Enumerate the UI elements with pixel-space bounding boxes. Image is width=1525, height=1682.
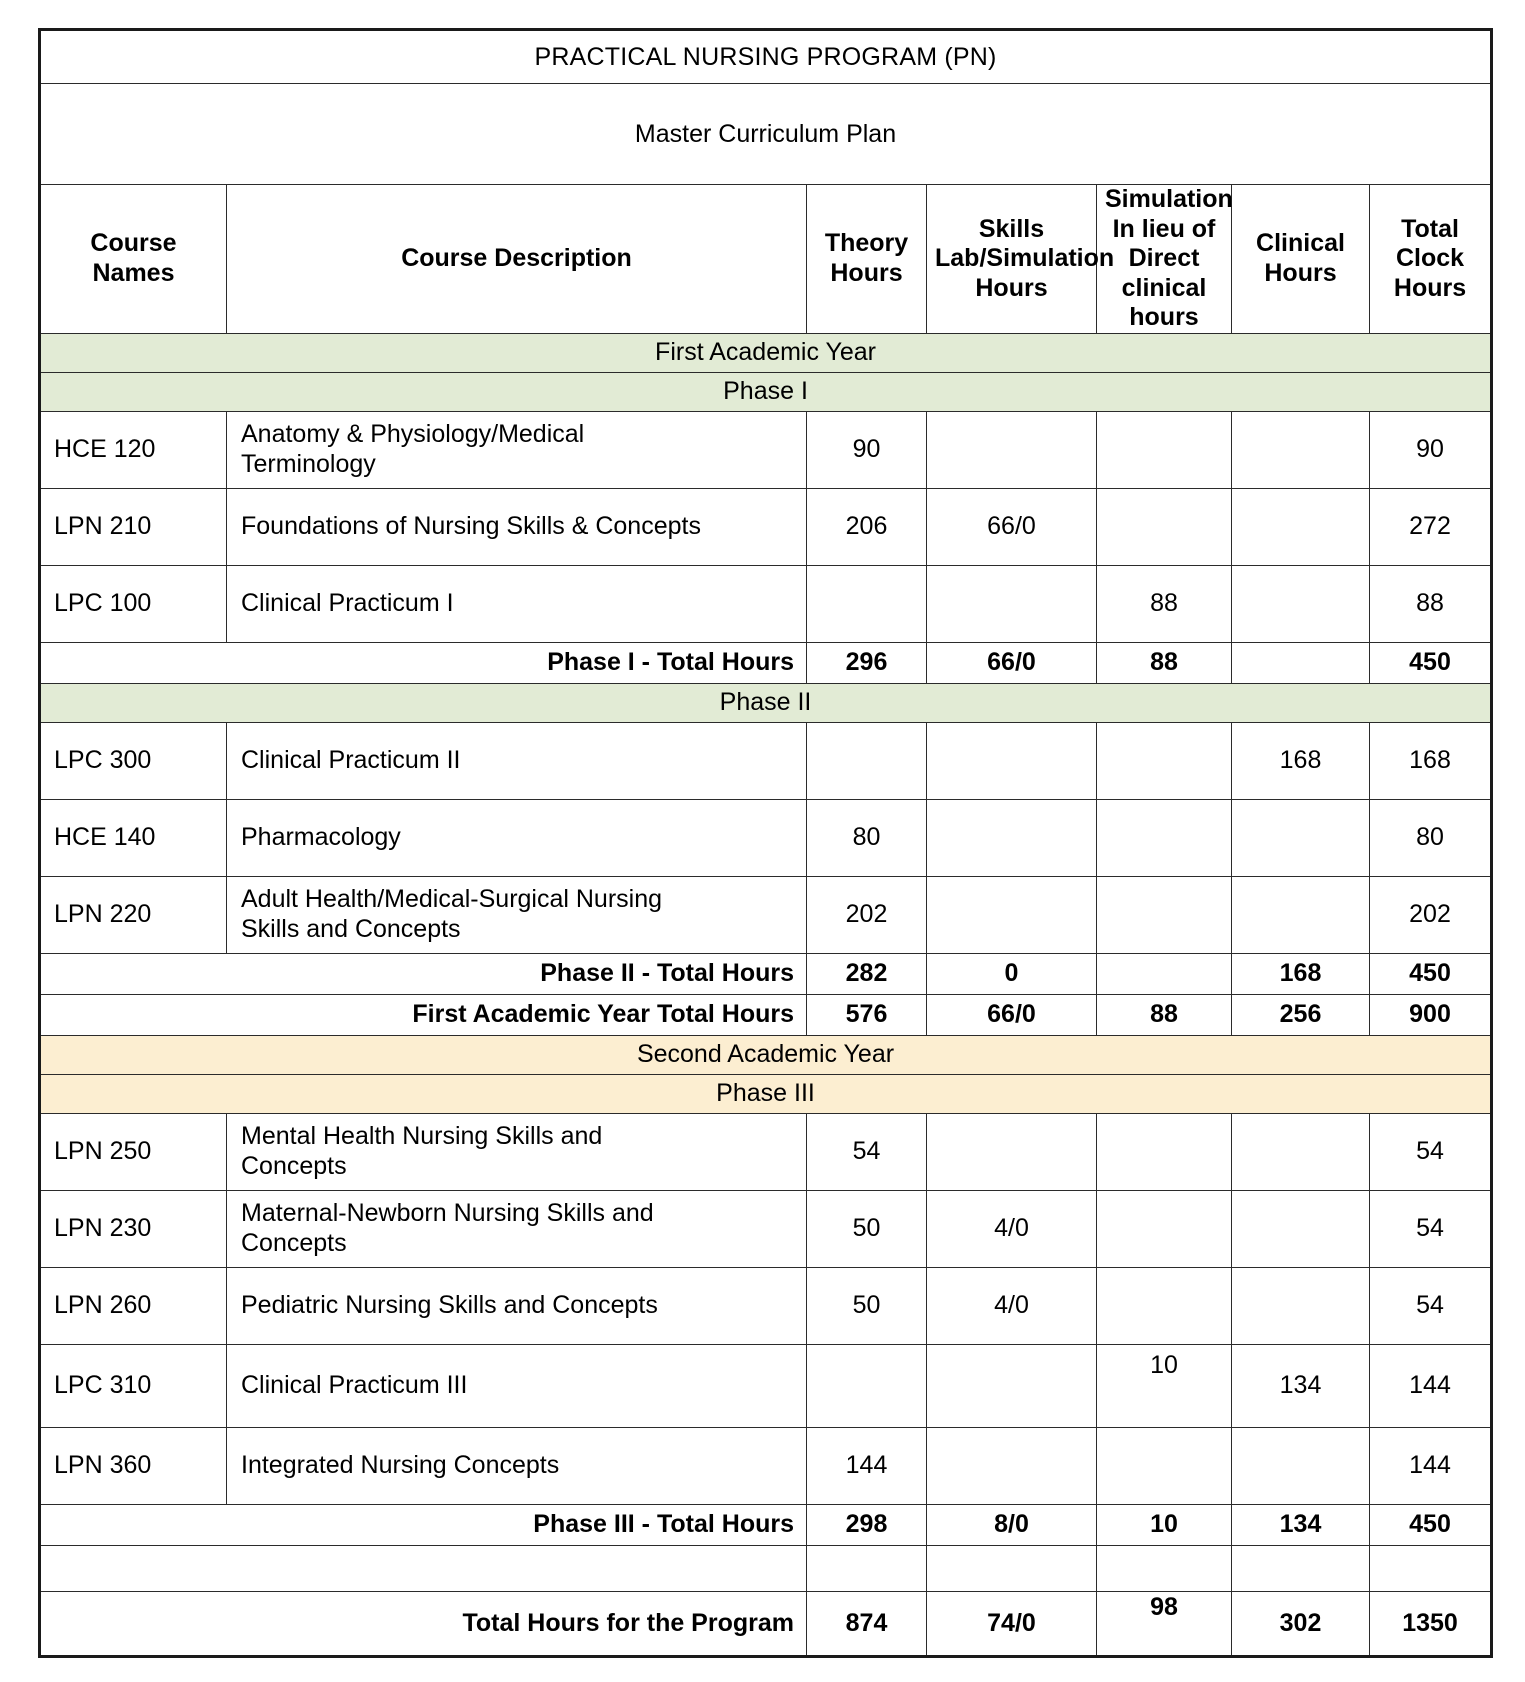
course-code: LPN 210 (40, 488, 227, 565)
table-row (40, 411, 1492, 488)
header-clinical-line2: Hours (1264, 258, 1337, 287)
clinical-hours-value (1232, 642, 1370, 683)
simulation-hours-value (1097, 876, 1232, 953)
simulation-hours-value: 88 (1097, 565, 1232, 642)
course-description: Pharmacology (227, 799, 807, 876)
banner-phase-3: Phase III (40, 1074, 1492, 1113)
table-row (40, 1267, 1492, 1344)
course-description-line2: Terminology (241, 449, 376, 478)
simulation-hours-value (1097, 1267, 1232, 1344)
total-clock-hours-value: 450 (1370, 953, 1492, 994)
theory-hours-value: 54 (807, 1113, 927, 1190)
table-row (40, 1344, 1492, 1427)
course-description-line1: Anatomy & Physiology/Medical (241, 420, 585, 448)
total-clock-hours-value: 144 (1370, 1427, 1492, 1504)
skills-hours-value (927, 722, 1097, 799)
clinical-hours-value (1232, 411, 1370, 488)
theory-hours-value: 282 (807, 953, 927, 994)
spacer-cell-clinical (1232, 1545, 1370, 1591)
header-theory-hours (807, 185, 927, 334)
clinical-hours-value: 256 (1232, 994, 1370, 1035)
course-description: Clinical Practicum I (227, 565, 807, 642)
banner-phase-1-row (40, 372, 1492, 411)
course-description (227, 411, 807, 488)
program-total-row (40, 1591, 1492, 1656)
simulation-hours-value: 88 (1097, 642, 1232, 683)
skills-hours-value (927, 876, 1097, 953)
simulation-hours-value (1097, 411, 1232, 488)
skills-hours-value: 8/0 (927, 1504, 1097, 1545)
course-code: LPN 220 (40, 876, 227, 953)
program-title-row (40, 30, 1492, 84)
header-clinical-line1: Clinical (1256, 229, 1345, 258)
theory-hours-value: 50 (807, 1267, 927, 1344)
total-clock-hours-value: 80 (1370, 799, 1492, 876)
total-clock-hours-value: 1350 (1370, 1591, 1492, 1656)
skills-hours-value: 66/0 (927, 488, 1097, 565)
theory-hours-value: 80 (807, 799, 927, 876)
clinical-hours-value (1232, 488, 1370, 565)
skills-hours-value (927, 411, 1097, 488)
simulation-hours-value (1097, 1113, 1232, 1190)
clinical-hours-value (1232, 876, 1370, 953)
header-clinical-hours (1232, 185, 1370, 334)
course-description-line2: Skills and Concepts (241, 914, 461, 943)
course-description (227, 876, 807, 953)
clinical-hours-value: 168 (1232, 722, 1370, 799)
header-sim-line4: clinical (1121, 273, 1207, 302)
phase-1-total-label: Phase I - Total Hours (40, 642, 807, 683)
course-description (227, 1190, 807, 1267)
table-row (40, 722, 1492, 799)
theory-hours-value: 90 (807, 411, 927, 488)
simulation-hours-value (1097, 799, 1232, 876)
course-description: Clinical Practicum II (227, 722, 807, 799)
banner-phase-1: Phase I (40, 372, 1492, 411)
clinical-hours-value: 134 (1232, 1344, 1370, 1427)
banner-first-academic-year: First Academic Year (40, 333, 1492, 372)
theory-hours-value: 206 (807, 488, 927, 565)
table-row (40, 1427, 1492, 1504)
header-total-line1: Total (1401, 214, 1459, 243)
header-course-names-line2: Names (92, 258, 175, 287)
skills-hours-value (927, 1113, 1097, 1190)
spacer-cell-left (40, 1545, 807, 1591)
total-clock-hours-value: 272 (1370, 488, 1492, 565)
clinical-hours-value (1232, 799, 1370, 876)
header-skills-line2: Lab/Simulation (935, 244, 1115, 272)
simulation-hours-value (1097, 1427, 1232, 1504)
header-skills-line3: Hours (975, 273, 1048, 302)
course-code: HCE 140 (40, 799, 227, 876)
theory-hours-value: 144 (807, 1427, 927, 1504)
theory-hours-value (807, 565, 927, 642)
table-row (40, 1113, 1492, 1190)
simulation-hours-value: 98 (1097, 1591, 1232, 1656)
course-code: LPN 230 (40, 1190, 227, 1267)
theory-hours-value (807, 722, 927, 799)
page-subtitle: Master Curriculum Plan (40, 84, 1492, 185)
course-description: Pediatric Nursing Skills and Concepts (227, 1267, 807, 1344)
subtitle-row (40, 84, 1492, 185)
table-row (40, 488, 1492, 565)
banner-second-academic-year-row (40, 1035, 1492, 1074)
spacer-cell-total (1370, 1545, 1492, 1591)
banner-phase-2-row (40, 683, 1492, 722)
course-description-line1: Adult Health/Medical-Surgical Nursing (241, 885, 663, 913)
course-description-line2: Concepts (241, 1151, 347, 1180)
theory-hours-value: 874 (807, 1591, 927, 1656)
table-row (40, 876, 1492, 953)
header-total-line3: Hours (1393, 273, 1467, 302)
header-sim-line5: hours (1129, 303, 1199, 331)
header-sim-line2: In lieu of (1112, 214, 1216, 243)
theory-hours-value: 202 (807, 876, 927, 953)
skills-hours-value: 66/0 (927, 642, 1097, 683)
table-row (40, 565, 1492, 642)
course-description-line2: Concepts (241, 1228, 347, 1257)
course-code: LPC 310 (40, 1344, 227, 1427)
header-sim-line3: Direct (1128, 244, 1200, 272)
total-clock-hours-value: 54 (1370, 1190, 1492, 1267)
clinical-hours-value (1232, 1267, 1370, 1344)
skills-hours-value (927, 565, 1097, 642)
clinical-hours-value (1232, 1113, 1370, 1190)
total-clock-hours-value: 54 (1370, 1267, 1492, 1344)
simulation-hours-value: 10 (1097, 1504, 1232, 1545)
phase-2-total-label: Phase II - Total Hours (40, 953, 807, 994)
course-description: Clinical Practicum III (227, 1344, 807, 1427)
course-code: LPN 250 (40, 1113, 227, 1190)
total-clock-hours-value: 54 (1370, 1113, 1492, 1190)
simulation-hours-value (1097, 1190, 1232, 1267)
theory-hours-value: 296 (807, 642, 927, 683)
skills-hours-value: 66/0 (927, 994, 1097, 1035)
theory-hours-value: 576 (807, 994, 927, 1035)
header-total-line2: Clock (1395, 244, 1465, 272)
skills-hours-value: 74/0 (927, 1591, 1097, 1656)
theory-hours-value: 298 (807, 1504, 927, 1545)
first-year-total-label: First Academic Year Total Hours (40, 994, 807, 1035)
course-description: Integrated Nursing Concepts (227, 1427, 807, 1504)
simulation-hours-value (1097, 722, 1232, 799)
header-sim-line1: Simulation (1105, 185, 1233, 213)
first-year-total-row (40, 994, 1492, 1035)
clinical-hours-value: 302 (1232, 1591, 1370, 1656)
skills-hours-value (927, 799, 1097, 876)
course-description-line1: Maternal-Newborn Nursing Skills and (241, 1199, 654, 1227)
total-clock-hours-value: 90 (1370, 411, 1492, 488)
header-course-names (40, 185, 227, 334)
spacer-cell-sim (1097, 1545, 1232, 1591)
course-code: HCE 120 (40, 411, 227, 488)
banner-first-academic-year-row (40, 333, 1492, 372)
clinical-hours-value: 134 (1232, 1504, 1370, 1545)
header-skills-lab-hours (927, 185, 1115, 334)
phase-3-total-label: Phase III - Total Hours (40, 1504, 807, 1545)
skills-hours-value: 4/0 (927, 1190, 1097, 1267)
header-total-clock-hours (1370, 185, 1492, 334)
simulation-hours-value: 10 (1097, 1344, 1232, 1427)
skills-hours-value: 4/0 (927, 1267, 1097, 1344)
spacer-row (40, 1545, 1492, 1591)
skills-hours-value (927, 1427, 1097, 1504)
total-clock-hours-value: 202 (1370, 876, 1492, 953)
total-clock-hours-value: 168 (1370, 722, 1492, 799)
total-clock-hours-value: 450 (1370, 642, 1492, 683)
clinical-hours-value: 168 (1232, 953, 1370, 994)
simulation-hours-value (1097, 953, 1232, 994)
header-course-names-line1: Course (90, 229, 177, 258)
theory-hours-value (807, 1344, 927, 1427)
course-code: LPN 360 (40, 1427, 227, 1504)
simulation-hours-value (1097, 488, 1232, 565)
table-row (40, 799, 1492, 876)
skills-hours-value (927, 1344, 1097, 1427)
clinical-hours-value (1232, 1190, 1370, 1267)
simulation-hours-value: 88 (1097, 994, 1232, 1035)
theory-hours-value: 50 (807, 1190, 927, 1267)
master-curriculum-table (38, 28, 1493, 1658)
phase-2-total-row (40, 953, 1492, 994)
spacer-cell-theory (807, 1545, 927, 1591)
total-clock-hours-value: 450 (1370, 1504, 1492, 1545)
column-header-row (40, 185, 1492, 334)
banner-phase-3-row (40, 1074, 1492, 1113)
course-description-line1: Mental Health Nursing Skills and (241, 1122, 603, 1150)
program-title: PRACTICAL NURSING PROGRAM (PN) (40, 30, 1492, 84)
header-course-description: Course Description (227, 185, 807, 334)
course-code: LPC 300 (40, 722, 227, 799)
skills-hours-value: 0 (927, 953, 1097, 994)
clinical-hours-value (1232, 565, 1370, 642)
total-clock-hours-value: 900 (1370, 994, 1492, 1035)
header-theory-line2: Hours (830, 258, 903, 287)
course-code: LPC 100 (40, 565, 227, 642)
course-description (227, 1113, 807, 1190)
course-description: Foundations of Nursing Skills & Concepts (227, 488, 807, 565)
header-theory-line1: Theory (824, 229, 909, 258)
table-row (40, 1190, 1492, 1267)
total-clock-hours-value: 88 (1370, 565, 1492, 642)
banner-phase-2: Phase II (40, 683, 1492, 722)
spacer-cell-skills (927, 1545, 1097, 1591)
phase-3-total-row (40, 1504, 1492, 1545)
total-clock-hours-value: 144 (1370, 1344, 1492, 1427)
clinical-hours-value (1232, 1427, 1370, 1504)
banner-second-academic-year: Second Academic Year (40, 1035, 1492, 1074)
header-skills-line1: Skills (978, 214, 1045, 243)
header-simulation-hours (1097, 185, 1232, 334)
course-code: LPN 260 (40, 1267, 227, 1344)
program-total-label: Total Hours for the Program (40, 1591, 807, 1656)
phase-1-total-row (40, 642, 1492, 683)
